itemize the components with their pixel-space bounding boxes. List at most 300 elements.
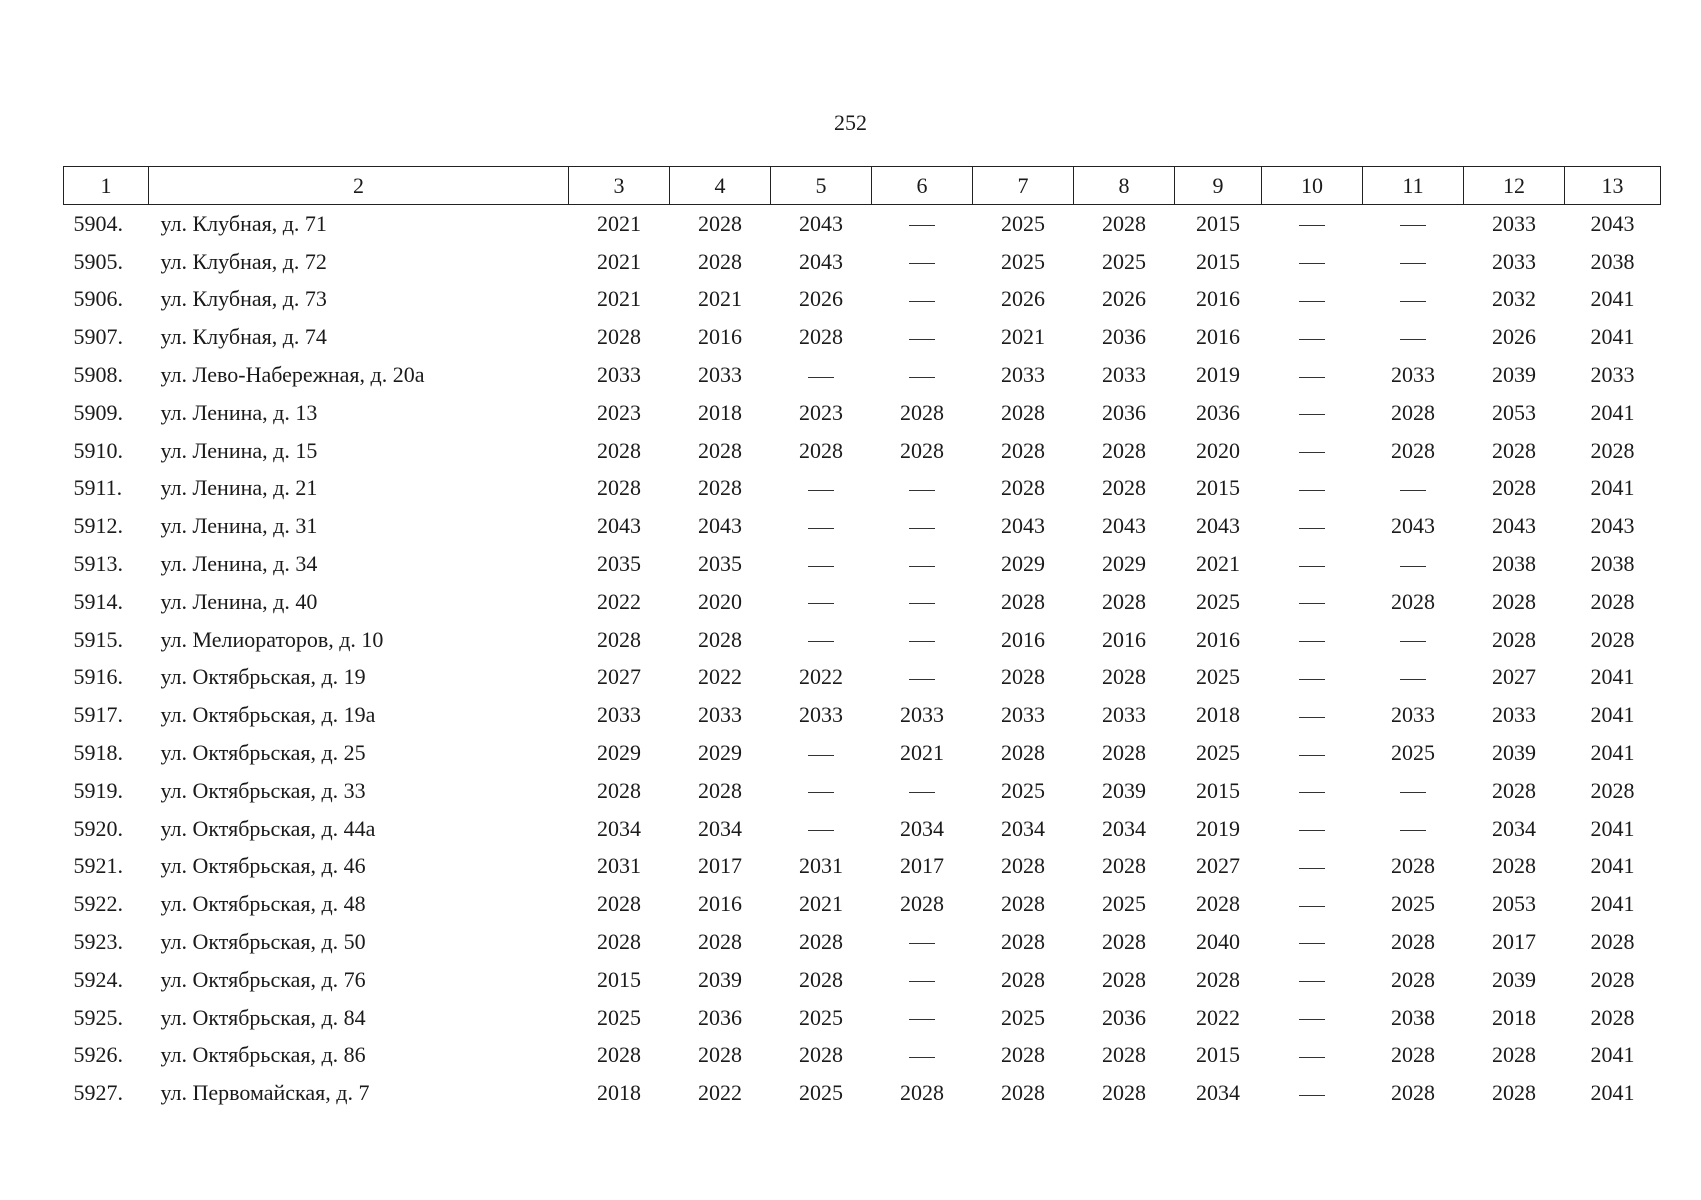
table-row: [64, 659, 1661, 697]
year-cell: 2033: [1001, 702, 1045, 728]
year-cell: 2034: [1102, 815, 1146, 841]
column-header: 13: [1565, 167, 1661, 205]
empty-value-cell: [1363, 243, 1464, 281]
dash-mark: [909, 603, 935, 604]
empty-value-cell: [1262, 999, 1363, 1037]
empty-value-cell: [1262, 734, 1363, 772]
dash-mark: [909, 566, 935, 567]
year-cell: 2033: [698, 702, 742, 728]
year-cell: 2021: [597, 286, 641, 312]
table-row: [64, 318, 1661, 356]
empty-value-cell: [771, 810, 872, 848]
year-cell: 2032: [1492, 286, 1536, 312]
year-cell: 2028: [1590, 777, 1635, 803]
row-number: 5912.: [73, 513, 123, 539]
year-cell: 2021: [597, 248, 641, 274]
empty-value-cell: [872, 583, 973, 621]
empty-value-cell: [872, 243, 973, 281]
empty-value-cell: [872, 1037, 973, 1075]
year-cell: 2043: [1391, 513, 1435, 539]
year-cell: 2023: [597, 399, 641, 425]
year-cell: 2028: [1391, 399, 1435, 425]
table-row: [64, 545, 1661, 583]
year-cell: 2015: [1196, 1042, 1240, 1068]
row-number: 5907.: [73, 324, 123, 350]
year-cell: 2028: [597, 626, 641, 652]
year-cell: 2036: [1196, 399, 1240, 425]
table-row: [64, 923, 1661, 961]
empty-value-cell: [1363, 772, 1464, 810]
address-cell: ул. Ленина, д. 31: [160, 513, 318, 539]
column-header: 2: [149, 167, 569, 205]
year-cell: 2034: [1001, 815, 1045, 841]
year-cell: 2022: [698, 664, 742, 690]
empty-value-cell: [771, 772, 872, 810]
year-cell: 2021: [1196, 551, 1240, 577]
year-cell: 2028: [1001, 437, 1045, 463]
table-row: [64, 507, 1661, 545]
empty-value-cell: [1363, 621, 1464, 659]
year-cell: 2028: [1001, 853, 1045, 879]
dash-mark: [909, 641, 935, 642]
year-cell: 2028: [1391, 1042, 1435, 1068]
year-cell: 2028: [1102, 1042, 1146, 1068]
year-cell: 2025: [1391, 740, 1435, 766]
empty-value-cell: [872, 205, 973, 243]
year-cell: 2041: [1590, 891, 1635, 917]
year-cell: 2016: [1196, 626, 1240, 652]
year-cell: 2028: [1492, 1080, 1536, 1106]
year-cell: 2028: [1001, 1042, 1045, 1068]
column-header: 8: [1074, 167, 1175, 205]
year-cell: 2028: [1492, 626, 1536, 652]
year-cell: 2031: [597, 853, 641, 879]
table-row: [64, 999, 1661, 1037]
address-cell: ул. Клубная, д. 71: [160, 210, 327, 236]
year-cell: 2028: [799, 1042, 843, 1068]
empty-value-cell: [1262, 394, 1363, 432]
address-cell: ул. Октябрьская, д. 44а: [160, 815, 376, 841]
dash-mark: [909, 339, 935, 340]
table-row: [64, 885, 1661, 923]
dash-mark: [1299, 339, 1325, 340]
year-cell: 2043: [1196, 513, 1240, 539]
year-cell: 2028: [1001, 966, 1045, 992]
year-cell: 2028: [1001, 1080, 1045, 1106]
empty-value-cell: [872, 281, 973, 319]
year-cell: 2039: [1102, 777, 1146, 803]
empty-value-cell: [872, 923, 973, 961]
address-cell: ул. Ленина, д. 15: [160, 437, 318, 463]
row-number: 5913.: [73, 551, 123, 577]
dash-mark: [1299, 566, 1325, 567]
empty-value-cell: [872, 507, 973, 545]
year-cell: 2028: [1391, 929, 1435, 955]
header-row: [64, 167, 1661, 205]
year-cell: 2028: [799, 437, 843, 463]
table-row: [64, 243, 1661, 281]
row-number: 5922.: [73, 891, 123, 917]
table-row: [64, 1037, 1661, 1075]
empty-value-cell: [1262, 470, 1363, 508]
dash-mark: [909, 792, 935, 793]
row-number: 5908.: [73, 362, 123, 388]
year-cell: 2043: [1001, 513, 1045, 539]
year-cell: 2036: [1102, 1004, 1146, 1030]
year-cell: 2028: [799, 324, 843, 350]
dash-mark: [1400, 301, 1426, 302]
dash-mark: [909, 943, 935, 944]
empty-value-cell: [1262, 885, 1363, 923]
dash-mark: [1299, 868, 1325, 869]
dash-mark: [808, 603, 834, 604]
year-cell: 2028: [698, 777, 742, 803]
dash-mark: [1299, 414, 1325, 415]
year-cell: 2034: [698, 815, 742, 841]
year-cell: 2025: [1001, 777, 1045, 803]
year-cell: 2021: [900, 740, 944, 766]
year-cell: 2033: [1001, 362, 1045, 388]
year-cell: 2028: [1001, 588, 1045, 614]
dash-mark: [909, 1019, 935, 1020]
year-cell: 2028: [900, 891, 944, 917]
year-cell: 2028: [1492, 437, 1536, 463]
year-cell: 2038: [1590, 551, 1635, 577]
year-cell: 2028: [597, 777, 641, 803]
table-row: [64, 470, 1661, 508]
dash-mark: [1299, 377, 1325, 378]
year-cell: 2041: [1590, 1080, 1635, 1106]
row-number: 5916.: [73, 664, 123, 690]
dash-mark: [1400, 225, 1426, 226]
dash-mark: [1299, 263, 1325, 264]
year-cell: 2028: [1001, 475, 1045, 501]
empty-value-cell: [872, 999, 973, 1037]
year-cell: 2028: [1102, 740, 1146, 766]
dash-mark: [909, 679, 935, 680]
year-cell: 2041: [1590, 1042, 1635, 1068]
year-cell: 2036: [1102, 324, 1146, 350]
year-cell: 2029: [1001, 551, 1045, 577]
row-number: 5927.: [73, 1080, 123, 1106]
year-cell: 2019: [1196, 815, 1240, 841]
year-cell: 2016: [1102, 626, 1146, 652]
dash-mark: [808, 830, 834, 831]
table-row: [64, 772, 1661, 810]
empty-value-cell: [1262, 583, 1363, 621]
empty-value-cell: [1363, 545, 1464, 583]
dash-mark: [909, 263, 935, 264]
empty-value-cell: [872, 659, 973, 697]
year-cell: 2039: [1492, 740, 1536, 766]
table-row: [64, 356, 1661, 394]
year-cell: 2015: [1196, 248, 1240, 274]
year-cell: 2038: [1590, 248, 1635, 274]
year-cell: 2033: [1590, 362, 1635, 388]
table-row: [64, 205, 1661, 243]
year-cell: 2018: [1492, 1004, 1536, 1030]
year-cell: 2025: [1102, 248, 1146, 274]
dash-mark: [909, 225, 935, 226]
year-cell: 2028: [597, 929, 641, 955]
address-cell: ул. Октябрьская, д. 76: [160, 966, 366, 992]
table-row: [64, 810, 1661, 848]
year-cell: 2034: [1492, 815, 1536, 841]
year-cell: 2028: [900, 399, 944, 425]
year-cell: 2053: [1492, 399, 1536, 425]
year-cell: 2028: [1001, 929, 1045, 955]
empty-value-cell: [771, 621, 872, 659]
address-cell: ул. Клубная, д. 73: [160, 286, 327, 312]
address-cell: ул. Октябрьская, д. 86: [160, 1042, 366, 1068]
year-cell: 2021: [1001, 324, 1045, 350]
row-number: 5904.: [73, 210, 123, 236]
year-cell: 2033: [597, 702, 641, 728]
year-cell: 2031: [799, 853, 843, 879]
year-cell: 2043: [1590, 513, 1635, 539]
year-cell: 2025: [1391, 891, 1435, 917]
dash-mark: [1299, 830, 1325, 831]
year-cell: 2025: [799, 1004, 843, 1030]
dash-mark: [909, 301, 935, 302]
address-cell: ул. Октябрьская, д. 19: [160, 664, 366, 690]
year-cell: 2028: [1391, 437, 1435, 463]
dash-mark: [808, 528, 834, 529]
dash-mark: [1400, 339, 1426, 340]
year-cell: 2022: [799, 664, 843, 690]
empty-value-cell: [1363, 318, 1464, 356]
year-cell: 2027: [1196, 853, 1240, 879]
year-cell: 2015: [1196, 210, 1240, 236]
column-header: 9: [1175, 167, 1262, 205]
year-cell: 2028: [597, 475, 641, 501]
year-cell: 2025: [1196, 588, 1240, 614]
column-header: 5: [771, 167, 872, 205]
year-cell: 2028: [1102, 929, 1146, 955]
address-cell: ул. Октябрьская, д. 19а: [160, 702, 376, 728]
dash-mark: [808, 566, 834, 567]
year-cell: 2016: [698, 891, 742, 917]
dash-mark: [909, 377, 935, 378]
empty-value-cell: [1262, 281, 1363, 319]
year-cell: 2027: [597, 664, 641, 690]
dash-mark: [909, 1057, 935, 1058]
year-cell: 2028: [698, 248, 742, 274]
year-cell: 2028: [1102, 588, 1146, 614]
year-cell: 2028: [900, 1080, 944, 1106]
year-cell: 2020: [698, 588, 742, 614]
address-cell: ул. Ленина, д. 13: [160, 399, 318, 425]
year-cell: 2017: [1492, 929, 1536, 955]
year-cell: 2041: [1590, 399, 1635, 425]
empty-value-cell: [771, 470, 872, 508]
year-cell: 2028: [1001, 891, 1045, 917]
address-cell: ул. Ленина, д. 40: [160, 588, 318, 614]
year-cell: 2028: [698, 437, 742, 463]
year-cell: 2025: [799, 1080, 843, 1106]
year-cell: 2033: [698, 362, 742, 388]
year-cell: 2022: [698, 1080, 742, 1106]
column-header: 3: [569, 167, 670, 205]
year-cell: 2028: [1102, 966, 1146, 992]
year-cell: 2043: [1492, 513, 1536, 539]
empty-value-cell: [1262, 243, 1363, 281]
empty-value-cell: [1262, 507, 1363, 545]
year-cell: 2041: [1590, 324, 1635, 350]
dash-mark: [1299, 603, 1325, 604]
empty-value-cell: [1262, 545, 1363, 583]
year-cell: 2026: [799, 286, 843, 312]
address-cell: ул. Октябрьская, д. 33: [160, 777, 366, 803]
year-cell: 2028: [1492, 588, 1536, 614]
dash-mark: [1299, 641, 1325, 642]
empty-value-cell: [872, 545, 973, 583]
table-row: [64, 432, 1661, 470]
year-cell: 2018: [597, 1080, 641, 1106]
year-cell: 2028: [1492, 853, 1536, 879]
year-cell: 2029: [1102, 551, 1146, 577]
year-cell: 2033: [1391, 702, 1435, 728]
year-cell: 2028: [1391, 588, 1435, 614]
year-cell: 2043: [698, 513, 742, 539]
empty-value-cell: [1262, 848, 1363, 886]
dash-mark: [1299, 981, 1325, 982]
year-cell: 2028: [698, 929, 742, 955]
year-cell: 2015: [1196, 475, 1240, 501]
year-cell: 2039: [698, 966, 742, 992]
year-cell: 2033: [1391, 362, 1435, 388]
empty-value-cell: [771, 545, 872, 583]
year-cell: 2038: [1391, 1004, 1435, 1030]
row-number: 5921.: [73, 853, 123, 879]
year-cell: 2026: [1102, 286, 1146, 312]
year-cell: 2020: [1196, 437, 1240, 463]
year-cell: 2028: [597, 437, 641, 463]
year-cell: 2035: [597, 551, 641, 577]
year-cell: 2033: [799, 702, 843, 728]
year-cell: 2033: [900, 702, 944, 728]
year-cell: 2040: [1196, 929, 1240, 955]
year-cell: 2028: [1590, 437, 1635, 463]
year-cell: 2028: [1001, 664, 1045, 690]
empty-value-cell: [1262, 432, 1363, 470]
address-cell: ул. Мелиораторов, д. 10: [160, 626, 384, 652]
year-cell: 2033: [1102, 362, 1146, 388]
year-cell: 2033: [1492, 248, 1536, 274]
year-cell: 2017: [900, 853, 944, 879]
table-row: [64, 848, 1661, 886]
register-table: [63, 166, 1661, 1112]
address-cell: ул. Клубная, д. 74: [160, 324, 327, 350]
row-number: 5911.: [73, 475, 123, 501]
year-cell: 2028: [1590, 588, 1635, 614]
dash-mark: [1400, 641, 1426, 642]
year-cell: 2021: [799, 891, 843, 917]
year-cell: 2023: [799, 399, 843, 425]
dash-mark: [1400, 830, 1426, 831]
year-cell: 2025: [1196, 664, 1240, 690]
year-cell: 2036: [698, 1004, 742, 1030]
year-cell: 2041: [1590, 286, 1635, 312]
year-cell: 2026: [1492, 324, 1536, 350]
year-cell: 2026: [1001, 286, 1045, 312]
address-cell: ул. Октябрьская, д. 48: [160, 891, 366, 917]
year-cell: 2028: [1391, 1080, 1435, 1106]
year-cell: 2028: [698, 626, 742, 652]
year-cell: 2038: [1492, 551, 1536, 577]
dash-mark: [1400, 566, 1426, 567]
address-cell: ул. Ленина, д. 34: [160, 551, 318, 577]
year-cell: 2028: [1391, 966, 1435, 992]
dash-mark: [1299, 452, 1325, 453]
year-cell: 2019: [1196, 362, 1240, 388]
dash-mark: [1400, 263, 1426, 264]
row-number: 5926.: [73, 1042, 123, 1068]
year-cell: 2015: [597, 966, 641, 992]
year-cell: 2028: [597, 1042, 641, 1068]
empty-value-cell: [872, 961, 973, 999]
year-cell: 2043: [799, 210, 843, 236]
table-body: [64, 205, 1661, 1113]
address-cell: ул. Первомайская, д. 7: [160, 1080, 370, 1106]
row-number: 5919.: [73, 777, 123, 803]
year-cell: 2028: [1590, 966, 1635, 992]
year-cell: 2039: [1492, 966, 1536, 992]
column-header: 7: [973, 167, 1074, 205]
table-row: [64, 734, 1661, 772]
year-cell: 2027: [1492, 664, 1536, 690]
row-number: 5905.: [73, 248, 123, 274]
empty-value-cell: [1262, 772, 1363, 810]
year-cell: 2028: [1492, 475, 1536, 501]
year-cell: 2041: [1590, 702, 1635, 728]
year-cell: 2022: [1196, 1004, 1240, 1030]
dash-mark: [1299, 717, 1325, 718]
year-cell: 2017: [698, 853, 742, 879]
year-cell: 2034: [597, 815, 641, 841]
year-cell: 2016: [1196, 286, 1240, 312]
empty-value-cell: [1363, 810, 1464, 848]
dash-mark: [909, 981, 935, 982]
empty-value-cell: [1363, 205, 1464, 243]
year-cell: 2025: [1001, 210, 1045, 236]
table-row: [64, 621, 1661, 659]
table-row: [64, 696, 1661, 734]
empty-value-cell: [1363, 659, 1464, 697]
year-cell: 2039: [1492, 362, 1536, 388]
year-cell: 2043: [1102, 513, 1146, 539]
year-cell: 2025: [1102, 891, 1146, 917]
year-cell: 2033: [597, 362, 641, 388]
year-cell: 2028: [1102, 1080, 1146, 1106]
year-cell: 2029: [597, 740, 641, 766]
dash-mark: [1299, 490, 1325, 491]
year-cell: 2028: [1590, 626, 1635, 652]
year-cell: 2016: [1001, 626, 1045, 652]
year-cell: 2028: [1001, 740, 1045, 766]
column-header: 1: [64, 167, 149, 205]
empty-value-cell: [771, 734, 872, 772]
empty-value-cell: [1262, 961, 1363, 999]
year-cell: 2028: [698, 210, 742, 236]
table-row: [64, 281, 1661, 319]
dash-mark: [1299, 528, 1325, 529]
empty-value-cell: [1363, 470, 1464, 508]
column-header: 12: [1464, 167, 1565, 205]
dash-mark: [1400, 490, 1426, 491]
dash-mark: [1299, 906, 1325, 907]
dash-mark: [808, 641, 834, 642]
